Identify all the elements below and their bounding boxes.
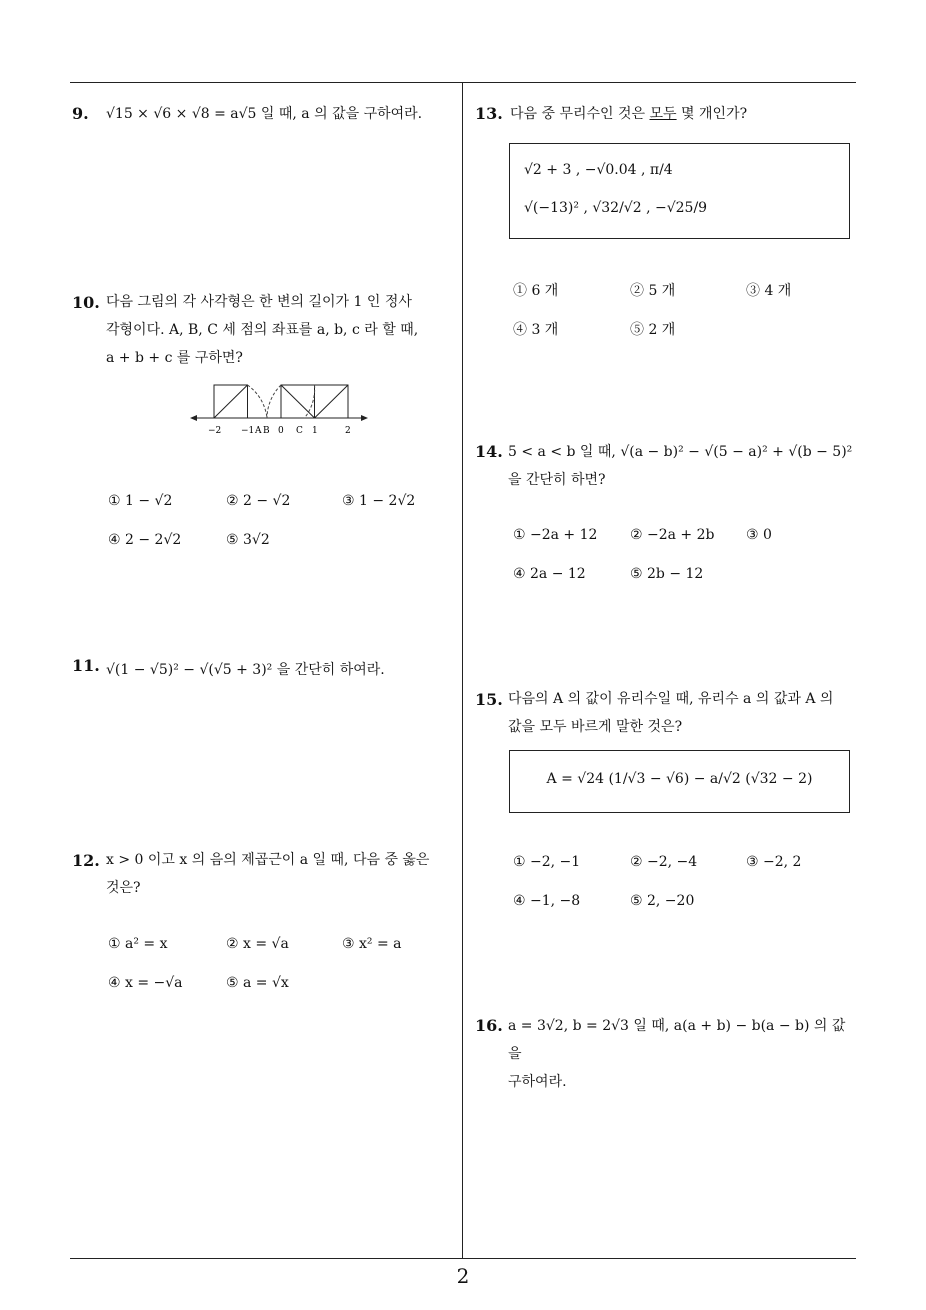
question-14-option-3[interactable]: ③ 0 <box>746 527 772 543</box>
column-divider <box>462 82 463 1258</box>
figure-label-neg2: −2 <box>208 426 222 436</box>
question-12-text <box>106 846 456 902</box>
question-14-option-1[interactable]: ① −2a + 12 <box>513 527 598 543</box>
question-14-number: 14. <box>475 442 503 461</box>
question-12-option-5[interactable]: ⑤ a = √x <box>226 975 289 991</box>
question-10-option-4[interactable]: ④ 2 − 2√2 <box>108 532 182 548</box>
question-12-option-2[interactable]: ② x = √a <box>226 936 289 952</box>
question-16-line-1: a = 3√2, b = 2√3 일 때, a(a + b) − b(a − b) 의 값을 <box>508 1018 846 1062</box>
question-16-line-2: 구하여라. <box>508 1074 567 1090</box>
question-15-option-2[interactable]: ② −2, −4 <box>630 854 698 870</box>
figure-label-2: 2 <box>345 426 351 436</box>
question-14-line-1: 5 < a < b 일 때, √(a − b)² − √(5 − a)² + √(b − 5)² <box>508 444 853 460</box>
question-10-number: 10. <box>72 293 100 312</box>
question-15-option-5[interactable]: ⑤ 2, −20 <box>630 893 695 909</box>
question-15-option-3[interactable]: ③ −2, 2 <box>746 854 802 870</box>
question-9-number: 9. <box>72 104 89 123</box>
question-13-number: 13. <box>475 104 503 123</box>
question-15-option-1[interactable]: ① −2, −1 <box>513 854 581 870</box>
question-14-line-2: 을 간단히 하면? <box>508 472 606 488</box>
question-13-option-4[interactable]: ④ 3 개 <box>513 322 559 338</box>
question-15-box-formula: A = √24 (1/√3 − √6) − a/√2 (√32 − 2) <box>546 771 813 787</box>
question-13-option-3[interactable]: ③ 4 개 <box>746 283 792 299</box>
question-12-number: 12. <box>72 851 100 870</box>
question-10-option-3[interactable]: ③ 1 − 2√2 <box>342 493 416 509</box>
question-12-option-4[interactable]: ④ x = −√a <box>108 975 183 991</box>
question-10-line-2: 각형이다. A, B, C 세 점의 좌표를 a, b, c 라 할 때, <box>106 322 419 338</box>
question-12-line-2: 것은? <box>106 880 141 896</box>
figure-label-0: 0 <box>278 426 284 436</box>
question-14-option-4[interactable]: ④ 2a − 12 <box>513 566 586 582</box>
question-13-text-before: 다음 중 무리수인 것은 <box>510 106 650 122</box>
top-rule <box>70 82 856 83</box>
question-13-option-2[interactable]: ② 5 개 <box>630 283 676 299</box>
question-9-text: √15 × √6 × √8 = a√5 일 때, a 의 값을 구하여라. <box>106 106 423 122</box>
question-13-option-5[interactable]: ⑤ 2 개 <box>630 322 676 338</box>
question-15-box <box>509 750 850 813</box>
question-10-option-5[interactable]: ⑤ 3√2 <box>226 532 270 548</box>
question-10-option-2[interactable]: ② 2 − √2 <box>226 493 291 509</box>
question-15-line-1: 다음의 A 의 값이 유리수일 때, 유리수 a 의 값과 A 의 <box>508 691 834 707</box>
question-11-number: 11. <box>72 656 100 675</box>
figure-label-A: A <box>255 426 262 436</box>
question-10-line-3: a + b + c 를 구하면? <box>106 350 243 366</box>
question-13-text-after: 몇 개인가? <box>676 106 748 122</box>
question-15-line-2: 값을 모두 바르게 말한 것은? <box>508 719 683 735</box>
question-12-option-1[interactable]: ① a² = x <box>108 936 168 952</box>
question-14-option-2[interactable]: ② −2a + 2b <box>630 527 715 543</box>
question-12-line-1: x > 0 이고 x 의 음의 제곱근이 a 일 때, 다음 중 옳은 <box>106 852 430 868</box>
figure-label-1: 1 <box>312 426 318 436</box>
question-10-text <box>106 288 456 372</box>
question-10-option-1[interactable]: ① 1 − √2 <box>108 493 173 509</box>
question-12-option-3[interactable]: ③ x² = a <box>342 936 402 952</box>
figure-label-C: C <box>296 426 303 436</box>
question-13-box-line-1: √2 + 3 , −√0.04 , π/4 <box>524 162 673 178</box>
question-13-box <box>509 143 850 239</box>
figure-label-B: B <box>263 426 270 436</box>
question-16-number: 16. <box>475 1016 503 1035</box>
bottom-rule <box>70 1258 856 1259</box>
figure-label-neg1: −1 <box>241 426 255 436</box>
question-16-text <box>508 1012 858 1096</box>
question-13-text <box>510 100 747 128</box>
page-number: 2 <box>456 1264 470 1288</box>
question-13-box-line-2: √(−13)² , √32/√2 , −√25/9 <box>524 200 708 216</box>
number-line-figure <box>190 380 370 440</box>
question-10-line-1: 다음 그림의 각 사각형은 한 변의 길이가 1 인 정사 <box>106 294 412 310</box>
question-15-text <box>508 685 858 741</box>
question-13-text-underlined: 모두 <box>649 106 677 122</box>
question-15-number: 15. <box>475 690 503 709</box>
question-14-option-5[interactable]: ⑤ 2b − 12 <box>630 566 704 582</box>
question-14-text <box>508 438 858 494</box>
question-15-option-4[interactable]: ④ −1, −8 <box>513 893 581 909</box>
question-11-text: √(1 − √5)² − √(√5 + 3)² 을 간단히 하여라. <box>106 662 385 678</box>
question-13-option-1[interactable]: ① 6 개 <box>513 283 559 299</box>
